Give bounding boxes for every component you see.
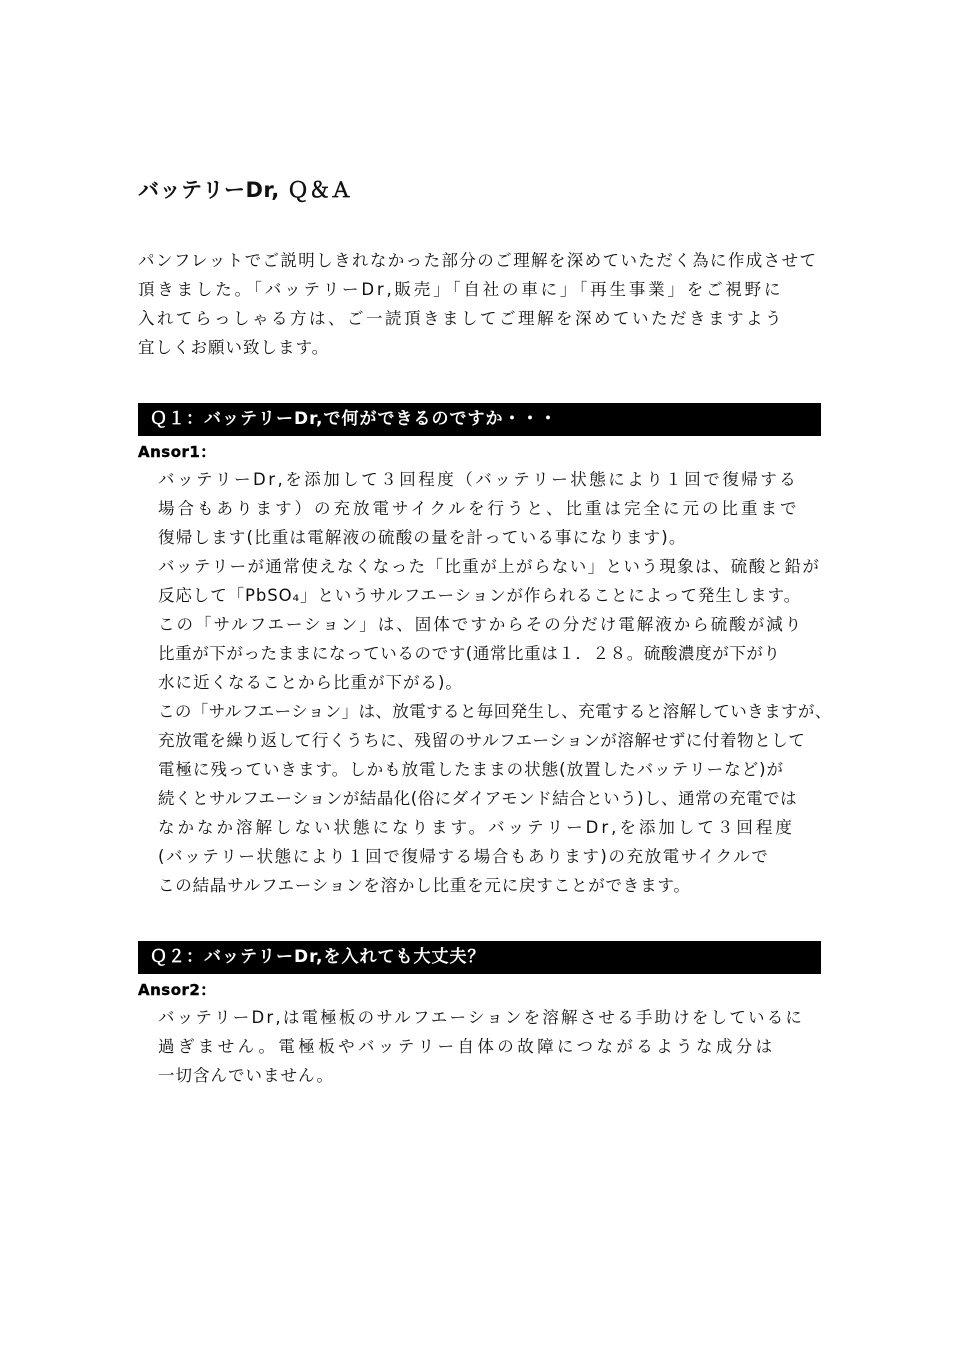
- answer-line: 過ぎません。電極板やバッテリー自体の故障につながるような成分は: [158, 1037, 776, 1056]
- answer-line: 一切含んでいません。: [158, 1066, 334, 1085]
- answer-line: 充放電を繰り返して行くうちに、残留のサルフエーションが溶解せずに付着物として: [158, 731, 806, 750]
- answer-2-body: [158, 1003, 848, 1090]
- intro-paragraph: [138, 246, 828, 362]
- question-1-header: Ｑ１：バッテリーDr,で何ができるのですか・・・: [138, 403, 821, 436]
- answer-line: この「サルフエーション」は、放電すると毎回発生し、充電すると溶解していきますが、: [158, 702, 832, 721]
- intro-line: パンフレットでご説明しきれなかった部分のご理解を深めていただく為に作成させて: [138, 251, 818, 270]
- answer-line: 続くとサルフエーションが結晶化(俗にダイアモンド結合という)し、通常の充電では: [158, 789, 798, 808]
- question-2-header: Ｑ２：バッテリーDr,を入れても大丈夫？: [138, 941, 821, 974]
- answer-line: この結晶サルフエーションを溶かし比重を元に戻すことができます。: [158, 876, 691, 895]
- page-title: バッテリーDr, Ｑ＆Ａ: [138, 178, 352, 202]
- answer-line: バッテリーが通常使えなくなった「比重が上がらない」という現象は、硫酸と鉛が: [158, 557, 821, 576]
- intro-line: 入れてらっしゃる方は、ご一読頂きましてご理解を深めていただきますよう: [138, 309, 784, 328]
- answer-1-label: Ansor1：: [138, 443, 216, 461]
- answer-line: 反応して「PbSO₄」というサルフエーションが作られることによって発生します。: [158, 586, 801, 605]
- answer-line: なかなか溶解しない状態になります。バッテリーDr,を添加して３回程度: [158, 818, 795, 837]
- intro-line: 宜しくお願い致します。: [138, 338, 330, 357]
- answer-line: 復帰します(比重は電解液の硫酸の量を計っている事になります)。: [158, 528, 687, 547]
- answer-2-label: Ansor2：: [138, 981, 216, 999]
- answer-line: この「サルフエーション」は、固体ですからその分だけ電解液から硫酸が減り: [158, 615, 804, 634]
- answer-1-body: [158, 465, 848, 900]
- answer-line: 電極に残っていきます。しかも放電したままの状態(放置したバッテリーなど)が: [158, 760, 785, 779]
- answer-line: 水に近くなることから比重が下がる)。: [158, 673, 463, 692]
- answer-line: バッテリーDr,を添加して３回程度（バッテリー状態により１回で復帰する: [158, 470, 799, 489]
- intro-line: 頂きました。「バッテリーDr,販売」「自社の車に」「再生事業」をご視野に: [138, 280, 784, 299]
- answer-line: 比重が下がったままになっているのです(通常比重は１．２８。硫酸濃度が下がり: [158, 644, 781, 663]
- answer-line: (バッテリー状態により１回で復帰する場合もあります)の充放電サイクルで: [158, 847, 770, 866]
- answer-line: バッテリーDr,は電極板のサルフエーションを溶解させる手助けをしているに: [158, 1008, 805, 1027]
- answer-line: 場合もあります）の充放電サイクルを行うと、比重は完全に元の比重まで: [158, 499, 800, 518]
